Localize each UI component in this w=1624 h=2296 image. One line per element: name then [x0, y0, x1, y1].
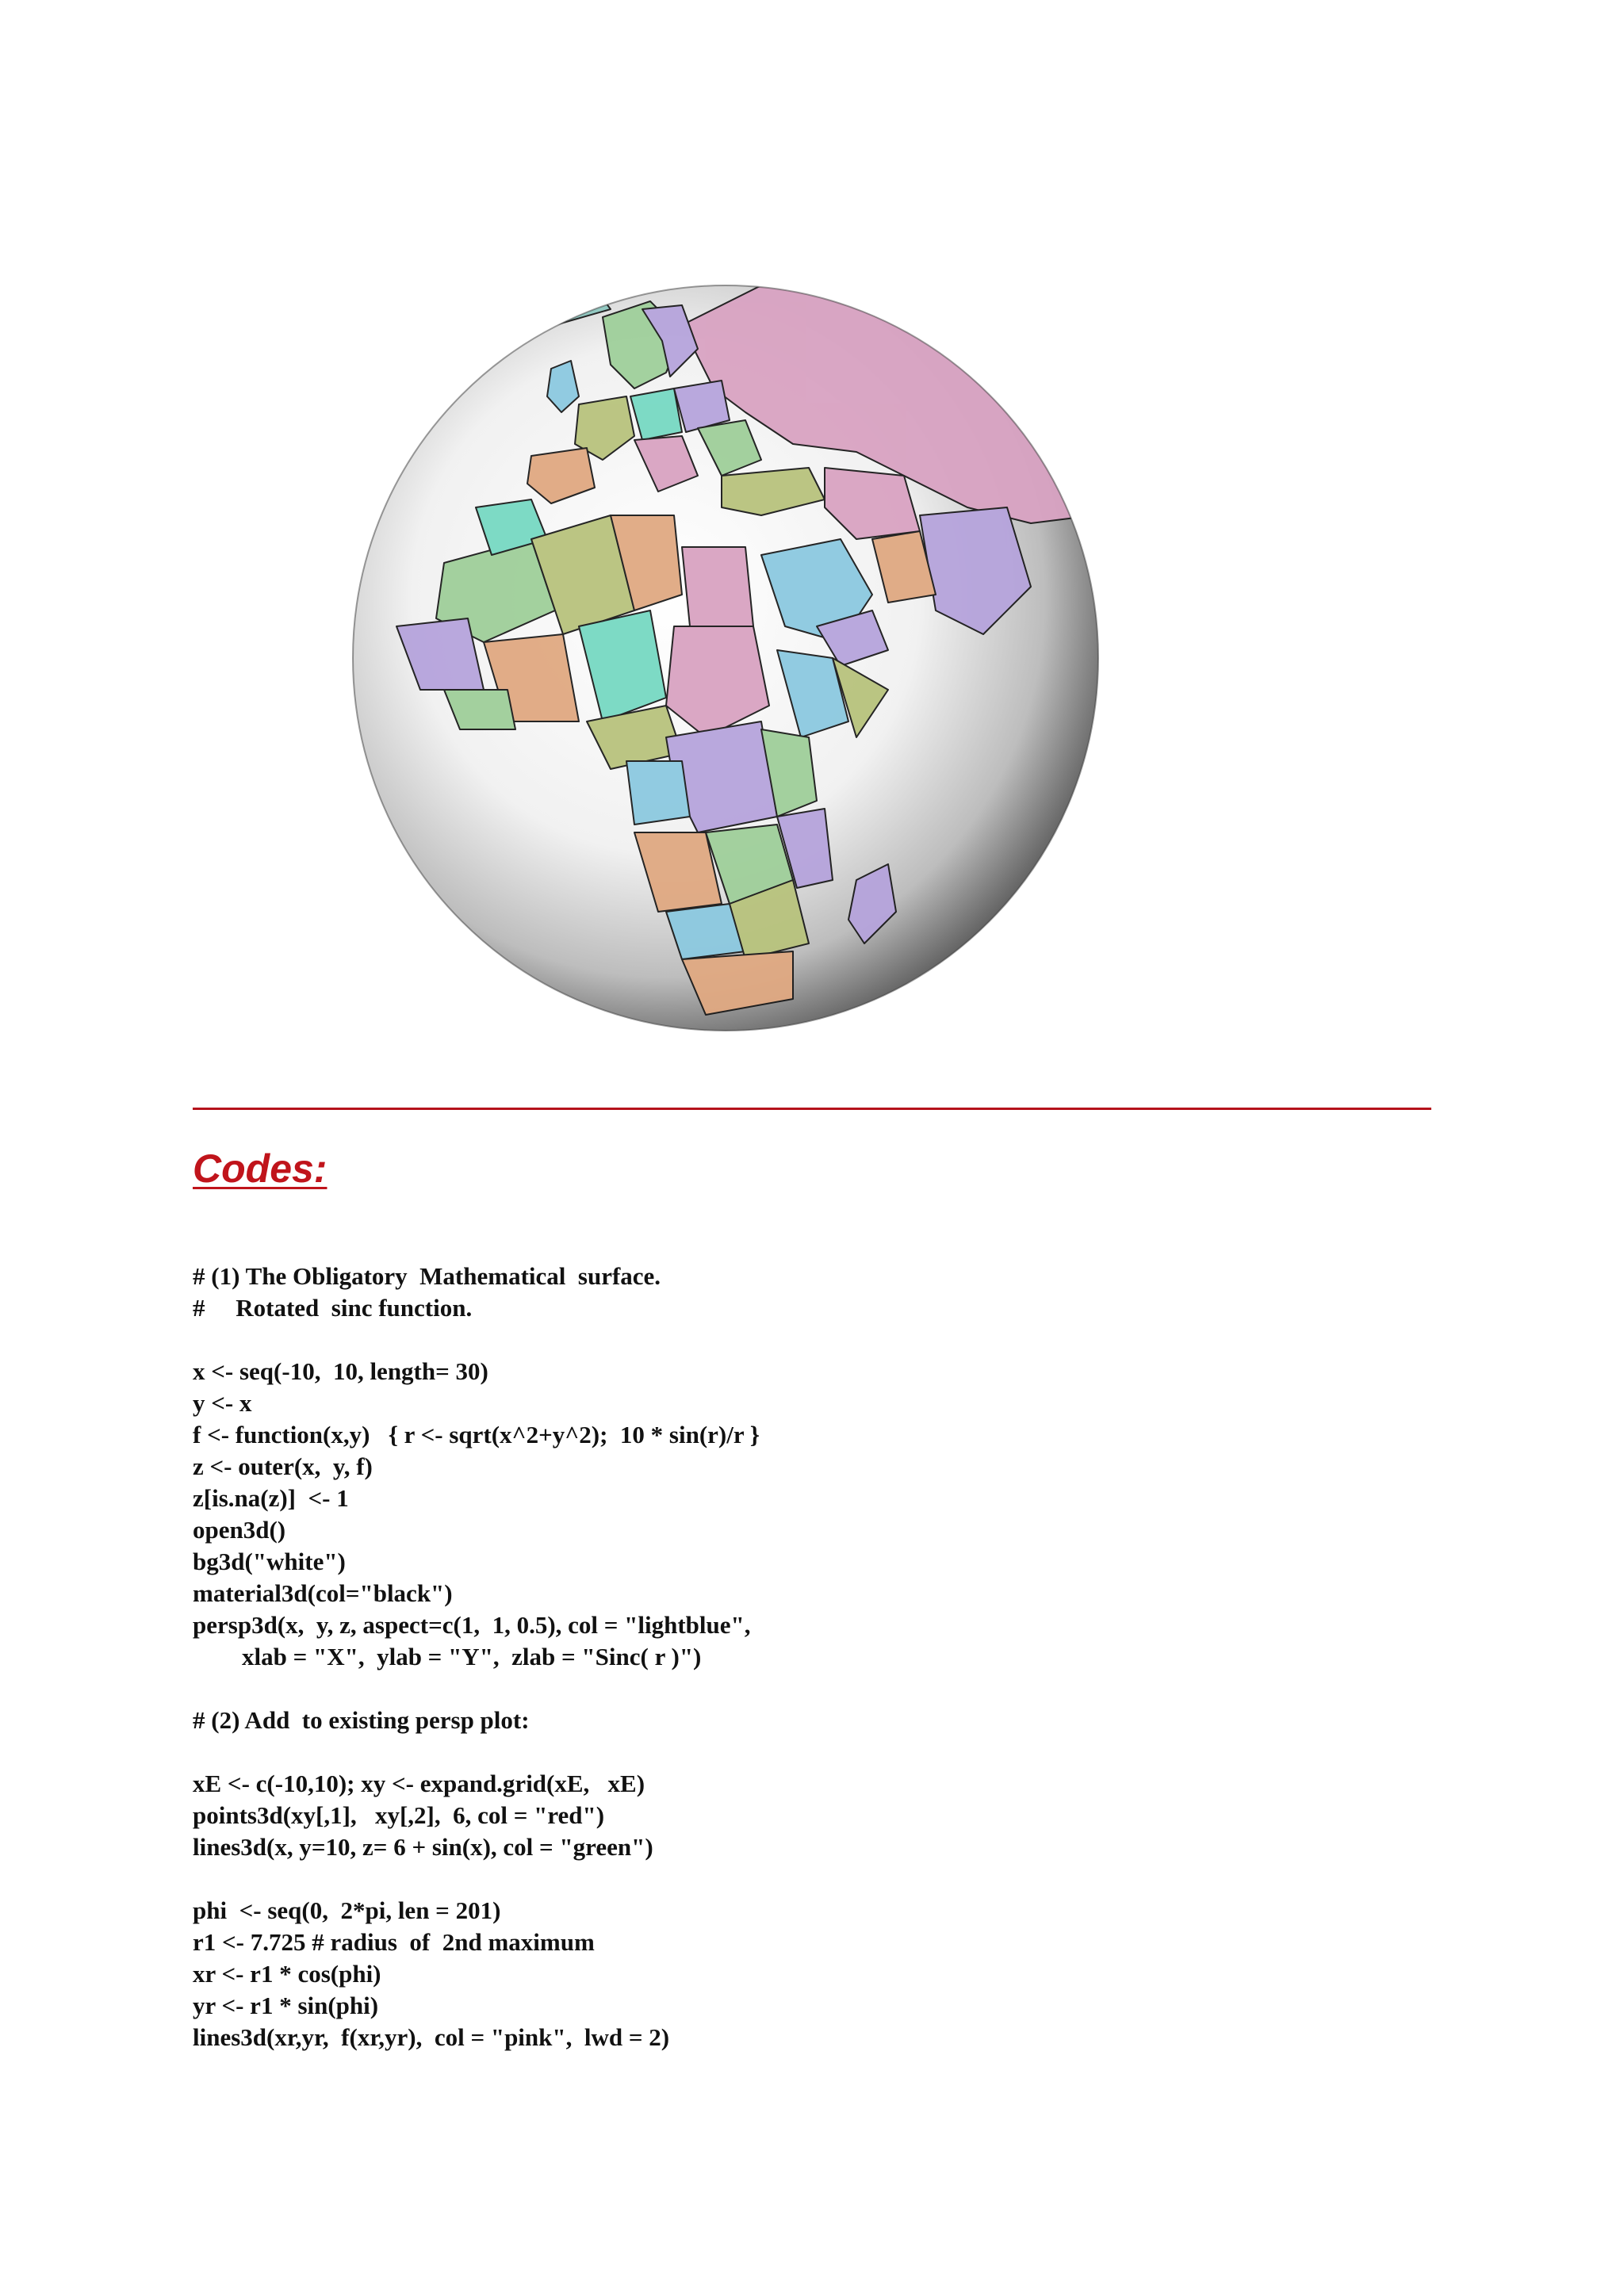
code-line: # Rotated sinc function. [193, 1294, 473, 1322]
code-line: points3d(xy[,1], xy[,2], 6, col = "red") [193, 1801, 605, 1829]
section-title: Codes: [193, 1146, 327, 1191]
code-block [193, 1261, 1382, 2053]
code-line: x <- seq(-10, 10, length= 30) [193, 1357, 488, 1385]
world-globe-icon [349, 277, 1102, 1039]
section-divider [193, 1108, 1431, 1110]
code-blank-line [193, 1324, 1382, 1356]
code-line: r1 <- 7.725 # radius of 2nd maximum [193, 1928, 595, 1956]
code-line: yr <- r1 * sin(phi) [193, 1992, 379, 2019]
code-line: # (2) Add to existing persp plot: [193, 1706, 530, 1734]
code-line: xlab = "X", ylab = "Y", zlab = "Sinc( r )") [193, 1643, 702, 1670]
code-line: persp3d(x, y, z, aspect=c(1, 1, 0.5), col = "lightblue", [193, 1611, 751, 1639]
code-line: # (1) The Obligatory Mathematical surface. [193, 1262, 661, 1290]
code-line: z[is.na(z)] <- 1 [193, 1484, 349, 1512]
country-shape [626, 761, 690, 825]
code-blank-line [193, 1673, 1382, 1705]
code-line: material3d(col="black") [193, 1579, 453, 1607]
country-shape [682, 547, 753, 626]
code-line: open3d() [193, 1516, 286, 1544]
code-line: lines3d(x, y=10, z= 6 + sin(x), col = "green") [193, 1833, 653, 1861]
world-globe-figure [349, 277, 1102, 1039]
code-line: xE <- c(-10,10); xy <- expand.grid(xE, xE) [193, 1770, 645, 1797]
code-line: z <- outer(x, y, f) [193, 1452, 373, 1480]
code-line: y <- x [193, 1389, 252, 1417]
code-line: xr <- r1 * cos(phi) [193, 1960, 381, 1988]
code-line: f <- function(x,y) { r <- sqrt(x^2+y^2); 10 * sin(r)/r } [193, 1421, 760, 1448]
code-line: phi <- seq(0, 2*pi, len = 201) [193, 1896, 501, 1924]
code-line: lines3d(xr,yr, f(xr,yr), col = "pink", lwd = 2) [193, 2023, 670, 2051]
code-line: bg3d("white") [193, 1548, 346, 1575]
code-blank-line [193, 1863, 1382, 1895]
code-blank-line [193, 1736, 1382, 1768]
